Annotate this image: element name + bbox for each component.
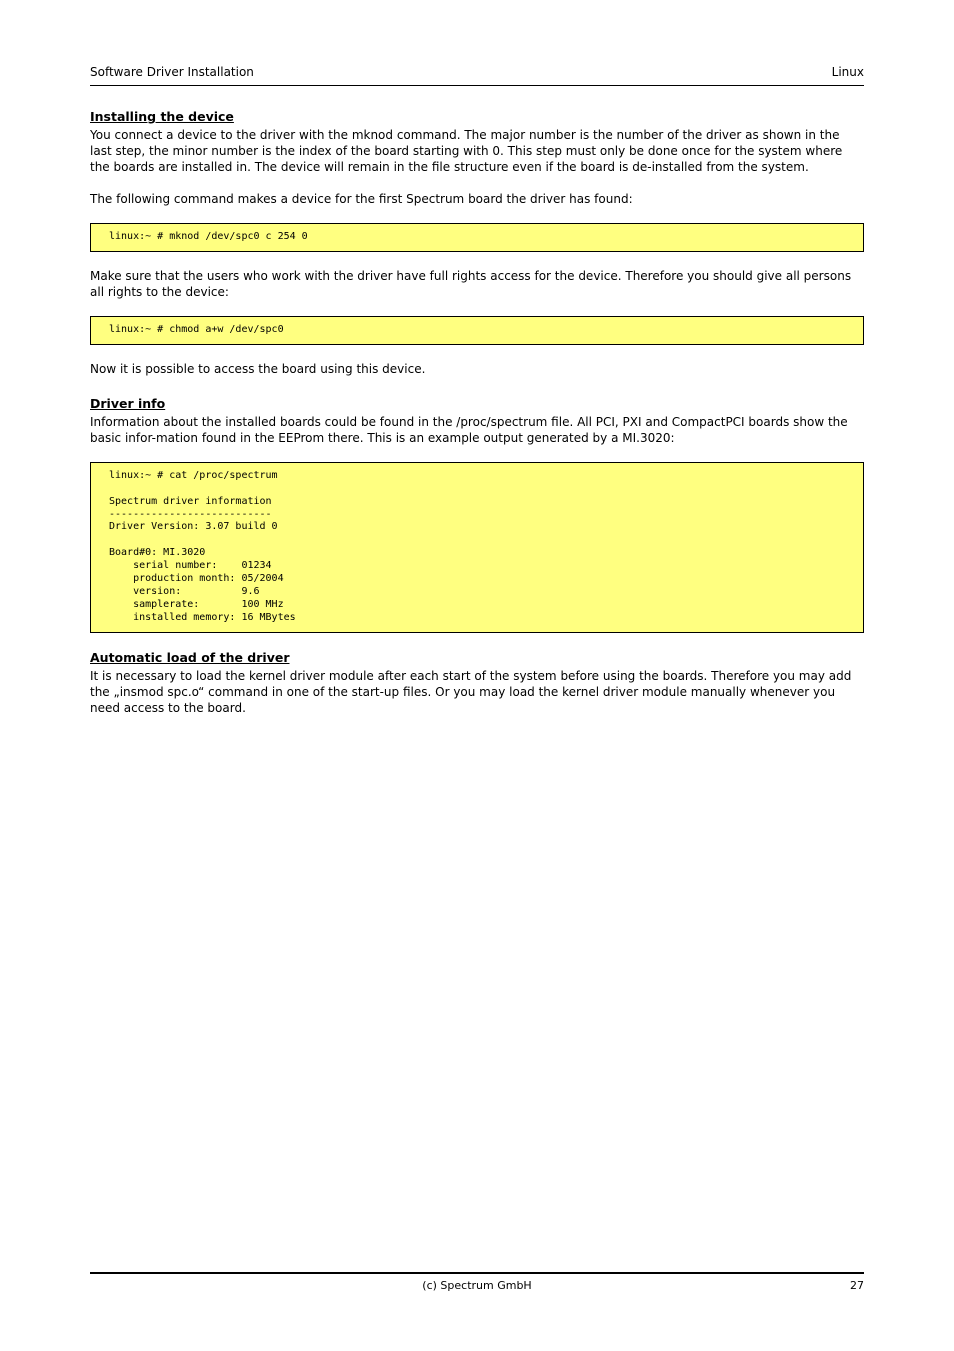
paragraph-access: Now it is possible to access the board using this device.	[90, 361, 426, 376]
page-content	[90, 108, 864, 716]
paragraph-rights: Make sure that the users who work with the driver have full rights access for the device. Therefore you should give all persons all rights to the device:	[90, 268, 852, 299]
paragraph-autoload: It is necessary to load the kernel driver module after each start of the system before using the boards. Therefore you may add the „insmod spc.o“ command in one of the start-up files. Or you may load the kernel driver module manually whenever you need access to the board.	[90, 668, 852, 715]
page-header	[90, 63, 864, 86]
heading-installing-device: Installing the device	[90, 109, 234, 124]
footer-copyright: (c) Spectrum GmbH	[422, 1279, 532, 1292]
code-block-mknod: linux:~ # mknod /dev/spc0 c 254 0	[90, 223, 864, 252]
document-page	[90, 0, 864, 1351]
paragraph-proc-spectrum: Information about the installed boards could be found in the /proc/spectrum file. All PCI, PXI and CompactPCI boards show the basic infor-mation found in the EEProm there. This is an example output generated by a MI.3020:	[90, 414, 848, 445]
heading-automatic-load: Automatic load of the driver	[90, 649, 290, 665]
header-section-title: Software Driver Installation	[90, 65, 254, 79]
paragraph-command-intro: The following command makes a device for the first Spectrum board the driver has found:	[90, 192, 633, 206]
header-chapter-title: Linux	[831, 65, 864, 79]
code-block-chmod: linux:~ # chmod a+w /dev/spc0	[90, 316, 864, 345]
paragraph-mknod-intro: You connect a device to the driver with the mknod command. The major number is the number of the driver as shown in the last step, the minor number is the index of the board starting with 0. This step must only be done once for the system where the boards are installed in. The device will remain in the file structure even if the board is de-installed from the system.	[90, 128, 843, 174]
heading-driver-info: Driver info	[90, 395, 166, 411]
footer-page-number: 27	[850, 1279, 864, 1292]
page-footer	[90, 1272, 864, 1292]
code-block-proc-spectrum: linux:~ # cat /proc/spectrum Spectrum driver information --------------------------- Driver Version: 3.07 build 0 Board#0: MI.3020 serial number: 01234 production month: 05/2004 version: 9.6 samplerate: 100 MHz installed memory: 16 MBytes	[90, 462, 864, 633]
